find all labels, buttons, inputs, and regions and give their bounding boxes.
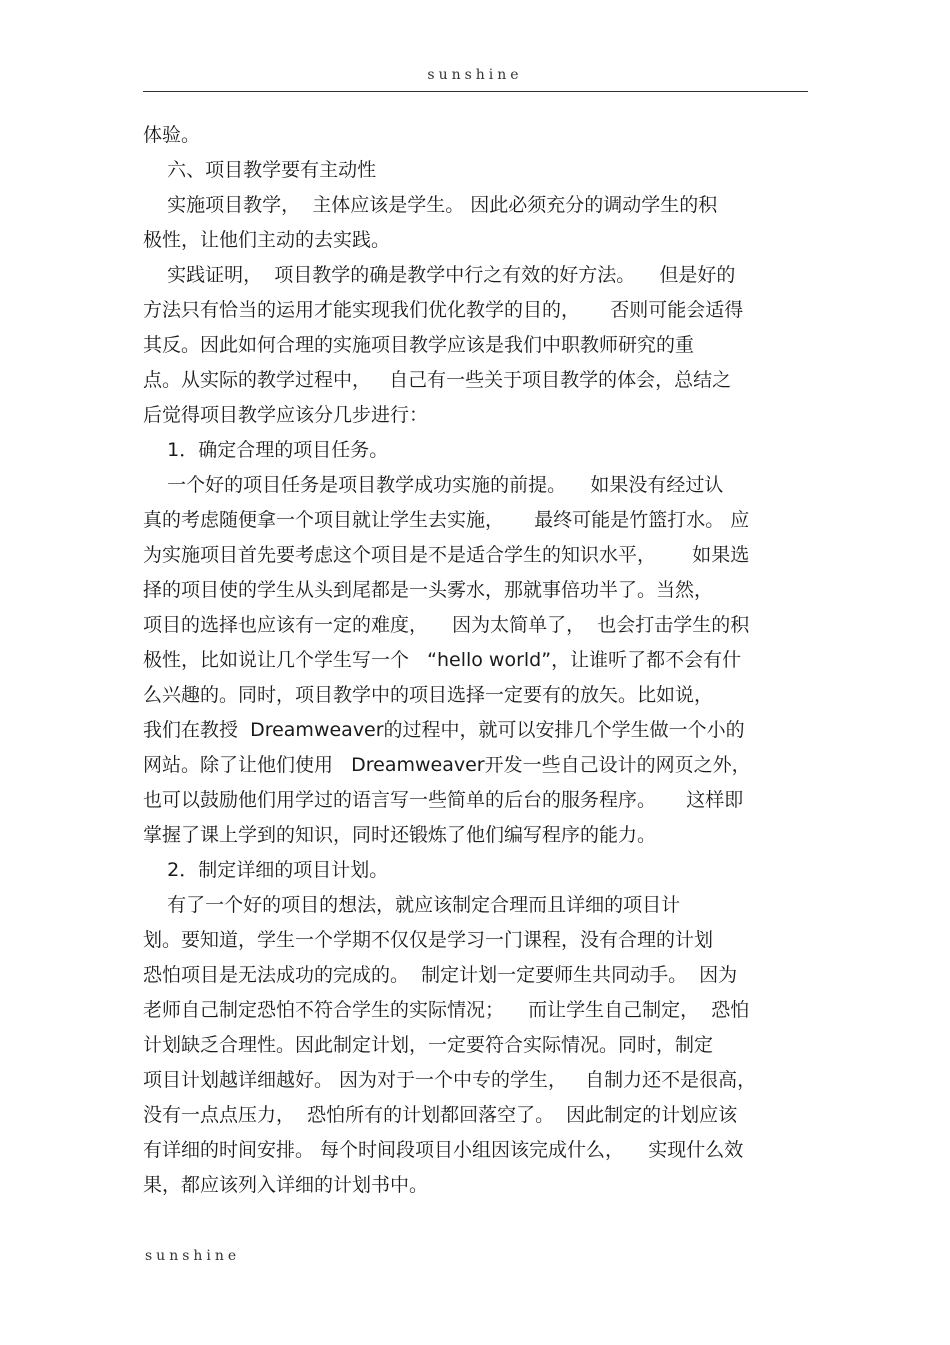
text-line: 没有一点点压力， 恐怕所有的计划都回落空了。 因此制定的计划应该: [143, 1104, 738, 1126]
text-line: 真的考虑随便拿一个项目就让学生去实施， 最终可能是竹篮打水。 应: [143, 509, 750, 531]
text-line: 为实施项目首先要考虑这个项目是不是适合学生的知识水平， 如果选: [143, 544, 750, 566]
page-footer: sunshine: [145, 1248, 241, 1264]
text-line: 我们在教授 Dreamweaver的过程中，就可以安排几个学生做一个小的: [143, 719, 745, 741]
subsection-heading: 2．制定详细的项目计划。: [143, 859, 389, 881]
text-line: 一个好的项目任务是项目教学成功实施的前提。 如果没有经过认: [143, 474, 724, 496]
text-line: 有详细的时间安排。 每个时间段项目小组因该完成什么， 实现什么效: [143, 1139, 744, 1161]
text-line: 极性，让他们主动的去实践。: [143, 229, 391, 251]
text-line: 掌握了课上学到的知识，同时还锻炼了他们编写程序的能力。: [143, 824, 657, 846]
text-line: 项目的选择也应该有一定的难度， 因为太简单了， 也会打击学生的积: [143, 614, 750, 636]
text-line: 实施项目教学， 主体应该是学生。 因此必须充分的调动学生的积: [143, 194, 718, 216]
text-line: 果，都应该列入详细的计划书中。: [143, 1174, 429, 1196]
text-line: 项目计划越详细越好。 因为对于一个中专的学生， 自制力还不是很高，: [143, 1069, 757, 1091]
text-line: 也可以鼓励他们用学过的语言写一些简单的后台的服务程序。 这样即: [143, 789, 744, 811]
text-line: 划。要知道，学生一个学期不仅仅是学习一门课程，没有合理的计划: [143, 929, 714, 951]
text-line: 后觉得项目教学应该分几步进行：: [143, 404, 429, 426]
text-line: 计划缺乏合理性。因此制定计划，一定要符合实际情况。同时，制定: [143, 1034, 714, 1056]
text-line: 点。从实际的教学过程中， 自己有一些关于项目教学的体会，总结之: [143, 369, 732, 391]
text-line: 么兴趣的。同时，项目教学中的项目选择一定要有的放矢。比如说，: [143, 684, 714, 706]
text-line: 网站。除了让他们使用 Dreamweaver开发一些自己设计的网页之外，: [143, 754, 751, 776]
text-line: 有了一个好的项目的想法，就应该制定合理而且详细的项目计: [143, 894, 681, 916]
document-body: [143, 118, 808, 1203]
text-line: 方法只有恰当的运用才能实现我们优化教学的目的， 否则可能会适得: [143, 299, 744, 321]
text-line: 极性，比如说让几个学生写一个 “hello world”，让谁听了都不会有什: [143, 649, 742, 671]
page-header: sunshine: [427, 67, 523, 83]
text-line: 体验。: [143, 124, 201, 146]
text-line: 其反。因此如何合理的实施项目教学应该是我们中职教师研究的重: [143, 334, 695, 356]
text-line: 恐怕项目是无法成功的完成的。 制定计划一定要师生共同动手。 因为: [143, 964, 738, 986]
text-line: 老师自己制定恐怕不符合学生的实际情况； 而让学生自己制定， 恐怕: [143, 999, 750, 1021]
section-heading: 六、项目教学要有主动性: [143, 159, 377, 181]
text-line: 择的项目使的学生从头到尾都是一头雾水，那就事倍功半了。当然，: [143, 579, 714, 601]
subsection-heading: 1．确定合理的项目任务。: [143, 439, 389, 461]
text-line: 实践证明， 项目教学的确是教学中行之有效的好方法。 但是好的: [143, 264, 736, 286]
header-rule: [143, 91, 808, 92]
